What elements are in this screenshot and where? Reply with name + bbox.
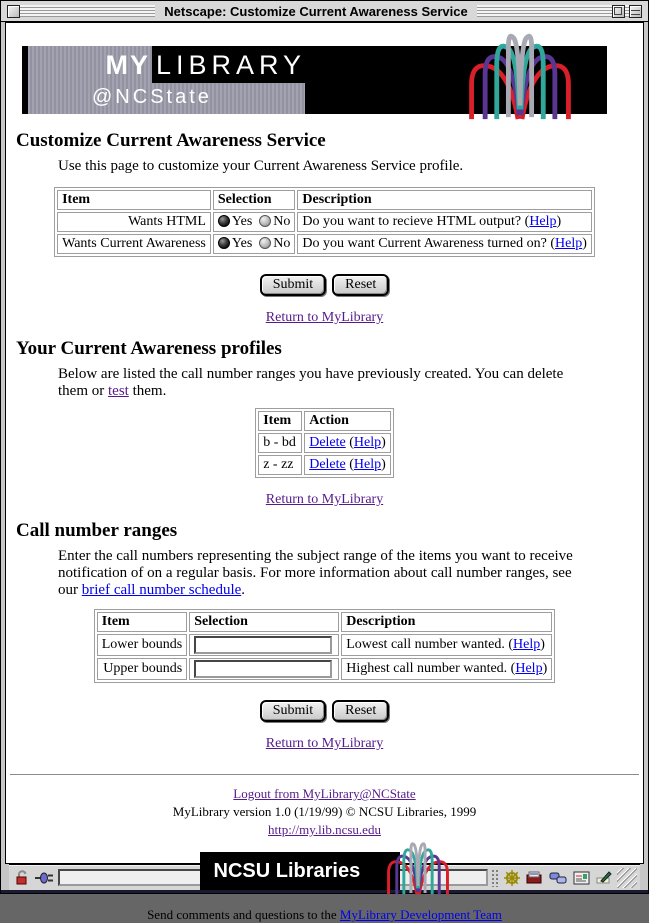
help-link[interactable]: Help (555, 236, 583, 251)
page-content (5, 22, 644, 922)
window-title: Netscape: Customize Current Awareness Service (155, 4, 476, 19)
wants-html-yes-radio[interactable] (218, 215, 230, 227)
brand-my: MY (105, 50, 150, 80)
profile-range: b - bd (258, 433, 302, 453)
row-description: Do you want Current Awareness turned on? ( (302, 236, 555, 251)
table-row: z - zz Delete (Help) (258, 455, 391, 475)
table-header-row (57, 190, 592, 210)
ncsu-libraries-fan-logo-icon (368, 840, 468, 896)
table-row: Wants HTML Yes No Do you want to recieve HTML output? (Help) (57, 212, 592, 232)
ranges-table (94, 609, 556, 683)
table-row: Wants Current Awareness Yes No Do you want Current Awareness turned on? (Help) (57, 234, 592, 254)
row-description: Do you want to recieve HTML output? ( (302, 214, 530, 229)
help-link[interactable]: Help (353, 457, 382, 472)
ranges-intro: Enter the call numbers representing the subject range of the items you want to receive notification of on a regular basis. For more information about call number ranges, see our brief call number schedule. (58, 548, 573, 598)
item-label: Upper bounds (97, 658, 188, 680)
ncsu-libraries-banner (200, 846, 450, 894)
brand-ncstate: @NCState (92, 86, 212, 108)
banner-brand-line (28, 48, 306, 83)
comments-line: Send comments and questions to the MyLibrary Development Team (147, 907, 502, 922)
logout-link[interactable]: Logout from MyLibrary@NCState (233, 786, 416, 801)
brand-library: LIBRARY (156, 50, 307, 80)
yes-label: Yes (231, 236, 253, 251)
page-footer (6, 786, 643, 923)
reset-button[interactable]: Reset (332, 274, 389, 296)
table-row: Lower bounds Lowest call number wanted. (Help) (97, 634, 553, 656)
help-link[interactable]: Help (515, 661, 543, 676)
col-description: Description (341, 612, 552, 632)
wants-ca-no-radio[interactable] (259, 237, 271, 249)
table-row: Upper bounds Highest call number wanted. (Help) (97, 658, 553, 680)
item-label: Wants Current Awareness (57, 234, 211, 254)
lower-bounds-input[interactable] (194, 636, 332, 654)
delete-link[interactable]: Delete (309, 435, 346, 450)
row-description: Lowest call number wanted. ( (346, 637, 514, 652)
col-description: Description (297, 190, 592, 210)
item-label: Wants HTML (57, 212, 211, 232)
help-link[interactable]: Help (513, 637, 541, 652)
submit-button[interactable]: Submit (260, 700, 326, 722)
profiles-heading: Your Current Awareness profiles (16, 338, 282, 359)
col-item: Item (97, 612, 188, 632)
customize-table (54, 187, 595, 257)
zoom-box-icon[interactable] (612, 5, 625, 18)
wants-ca-yes-radio[interactable] (218, 237, 230, 249)
profile-range: z - zz (258, 455, 302, 475)
ncsu-libraries-fan-logo-icon (437, 30, 603, 122)
test-link[interactable]: test (108, 383, 129, 399)
help-link[interactable]: Help (529, 214, 557, 229)
development-team-link[interactable]: MyLibrary Development Team (339, 907, 502, 922)
submit-button[interactable]: Submit (260, 274, 326, 296)
no-label: No (273, 214, 291, 229)
title-bar[interactable] (1, 1, 648, 22)
return-to-mylibrary-link[interactable]: Return to MyLibrary (265, 736, 384, 751)
version-text: MyLibrary version 1.0 (1/19/99) © NCSU Libraries, 1999 (172, 804, 477, 819)
no-label: No (273, 236, 291, 251)
upper-bounds-input[interactable] (194, 660, 332, 678)
customize-heading: Customize Current Awareness Service (16, 130, 326, 151)
return-to-mylibrary-link[interactable]: Return to MyLibrary (265, 310, 384, 325)
item-label: Lower bounds (97, 634, 188, 656)
return-to-mylibrary-link[interactable]: Return to MyLibrary (265, 492, 384, 507)
yes-label: Yes (231, 214, 253, 229)
col-selection: Selection (189, 612, 339, 632)
close-box-icon[interactable] (7, 5, 20, 18)
footer-divider (10, 774, 639, 776)
col-action: Action (304, 411, 391, 431)
row-description: Highest call number wanted. ( (346, 661, 516, 676)
table-header-row (97, 612, 553, 632)
window-frame (1, 22, 648, 922)
delete-link[interactable]: Delete (309, 457, 346, 472)
collapse-box-icon[interactable] (629, 5, 642, 18)
table-row: b - bd Delete (Help) (258, 433, 391, 453)
mylibrary-banner (22, 38, 627, 118)
help-link[interactable]: Help (353, 435, 382, 450)
ranges-heading: Call number ranges (16, 520, 178, 541)
profiles-table (255, 408, 394, 478)
wants-html-no-radio[interactable] (259, 215, 271, 227)
col-item: Item (258, 411, 302, 431)
reset-button[interactable]: Reset (332, 700, 389, 722)
ncsu-banner-text: NCSU Libraries (200, 852, 400, 890)
profiles-intro: Below are listed the call number ranges you have previously created. You can delete them or test them. (58, 366, 564, 399)
site-url-link[interactable]: http://my.lib.ncsu.edu (268, 822, 381, 837)
table-header-row (258, 411, 391, 431)
call-number-schedule-link[interactable]: brief call number schedule (81, 582, 242, 598)
col-selection: Selection (213, 190, 296, 210)
col-item: Item (57, 190, 211, 210)
customize-intro: Use this page to customize your Current Awareness Service profile. (58, 158, 464, 174)
